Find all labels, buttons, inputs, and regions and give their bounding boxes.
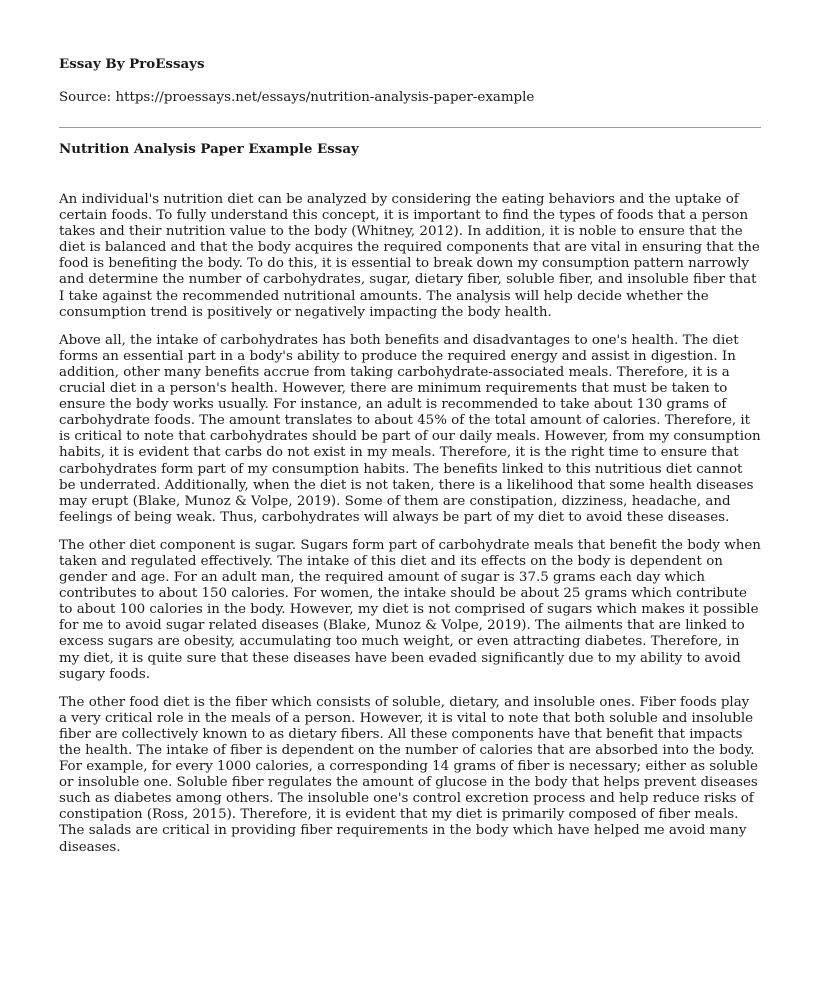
essay-paragraph: An individual's nutrition diet can be analyzed by considering the eating behaviors and the uptake of certain foods. To fully understand this concept, it is important to find the types of foods that a person takes and their nutrition value to the body (Whitney, 2012). In addition, it is noble to ensure that the diet is balanced and that the body acquires the required components that are vital in ensuring that the food is benefiting the body. To do this, it is essential to break down my consumption pattern narrowly and determine the number of carbohydrates, sugar, dietary fiber, soluble fiber, and insoluble fiber that I take against the recommended nutritional amounts. The analysis will help decide whether the consumption trend is positively or negatively impacting the body health. <box>59 192 760 320</box>
essay-paragraph: The other food diet is the fiber which consists of soluble, dietary, and insoluble ones. Fiber foods play a very critical role in the meals of a person. However, it is vital to note that both soluble and insoluble fiber are collectively known to as dietary fibers. All these components have that benefit that impacts the health. The intake of fiber is dependent on the number of calories that are absorbed into the body. For example, for every 1000 calories, a corresponding 14 grams of fiber is necessary; either as soluble or insoluble one. Soluble fiber regulates the amount of glucose in the body that helps prevent diseases such as diabetes among others. The insoluble one's control excretion process and help reduce risks of constipation (Ross, 2015). Therefore, it is evident that my diet is primarily composed of fiber meals. The salads are critical in providing fiber requirements in the body which have helped me avoid many diseases. <box>59 694 758 855</box>
essay-paragraph: Above all, the intake of carbohydrates has both benefits and disadvantages to one's health. The diet forms an essential part in a body's ability to produce the required energy and assist in digestion. In addition, other many benefits accrue from taking carbohydrate-associated meals. Therefore, it is a crucial diet in a person's health. However, there are minimum requirements that must be taken to ensure the body works usually. For instance, an adult is recommended to take about 130 grams of carbohydrate foods. The amount translates to about 45% of the total amount of calories. Therefore, it is critical to note that carbohydrates should be part of our daily meals. However, from my consumption habits, it is evident that carbs do not exist in my meals. Therefore, it is the right time to ensure that carbohydrates form part of my consumption habits. The benefits linked to this nutritious diet cannot be underrated. Additionally, when the diet is not taken, there is a likelihood that some health diseases may erupt (Blake, Munoz & Volpe, 2019). Some of them are constipation, dizziness, headache, and feelings of being weak. Thus, carbohydrates will always be part of my diet to avoid these diseases. <box>59 332 761 525</box>
essay-body <box>59 158 761 856</box>
source-line: Source: https://proessays.net/essays/nutrition-analysis-paper-example <box>59 90 535 105</box>
essay-title: Nutrition Analysis Paper Example Essay <box>59 141 359 157</box>
essay-by-heading: Essay By ProEssays <box>59 56 205 72</box>
essay-paragraph: The other diet component is sugar. Sugars form part of carbohydrate meals that benefit the body when taken and regulated effectively. The intake of this diet and its effects on the body is dependent on gender and age. For an adult man, the required amount of sugar is 37.5 grams each day which contributes to about 150 calories. For women, the intake should be about 25 grams which contribute to about 100 calories in the body. However, my diet is not comprised of sugars which makes it possible for me to avoid sugar related diseases (Blake, Munoz & Volpe, 2019). The ailments that are linked to excess sugars are obesity, accumulating too much weight, or even attracting diabetes. Therefore, in my diet, it is quite sure that these diseases have been evaded significantly due to my ability to avoid sugary foods. <box>59 537 761 682</box>
